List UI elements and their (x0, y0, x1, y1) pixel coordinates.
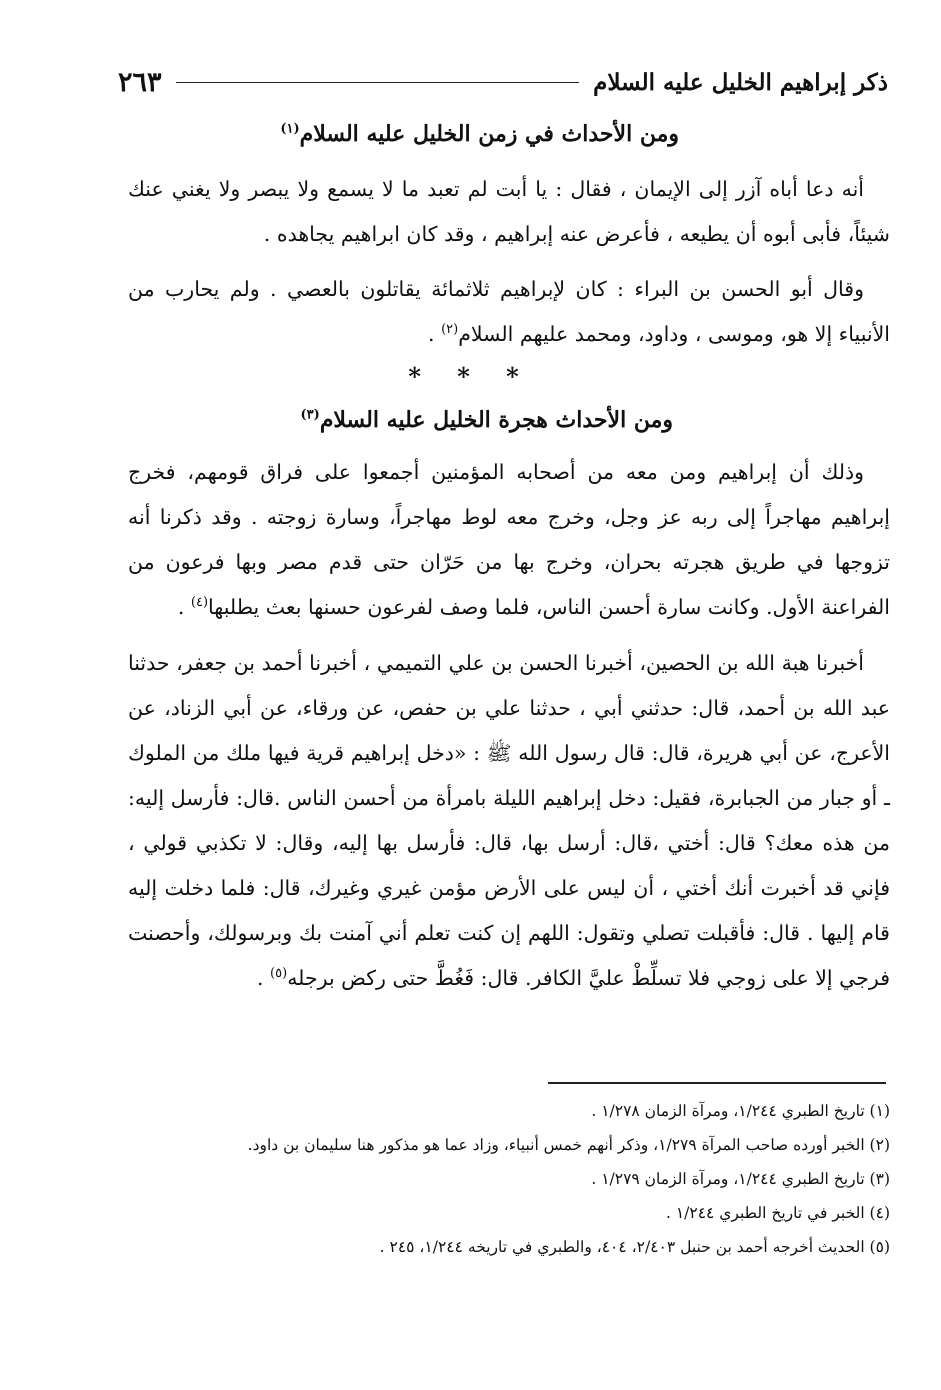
paragraph: أنه دعا أباه آزر إلى الإيمان ، فقال : يا أبت لم تعبد ما لا يسمع ولا يبصر ولا يغني عنك شيئاً، فأبى أبوه أن يطيعه ، فأعرض عنه إبراهيم ، وقد كان ابراهيم يجاهده . (128, 177, 890, 246)
footnote: (٥) الحديث أخرجه أحمد بن حنبل ٢/٤٠٣، ٤٠٤، والطبري في تاريخه ١/٢٤٤، ٢٤٥ . (379, 1238, 890, 1256)
footnote-ref-1: (١) (280, 121, 300, 137)
section-heading-2-text: ومن الأحداث هجرة الخليل عليه السلام (319, 407, 673, 433)
footnote: (٣) تاريخ الطبري ١/٢٤٤، ومرآة الزمان ١/٢٧٩ . (591, 1170, 890, 1188)
paragraph (128, 641, 890, 1001)
section-separator: * * * (408, 362, 533, 391)
footnotes (130, 1094, 890, 1264)
paragraph (128, 450, 890, 630)
paragraph-end: . (428, 322, 442, 346)
footnote-ref-5: (٥) (270, 966, 288, 982)
paragraph-end: . (257, 966, 271, 990)
section-heading-1-text: ومن الأحداث في زمن الخليل عليه السلام (299, 121, 679, 147)
footnote-ref-2: (٢) (441, 322, 459, 338)
section-1-body (128, 167, 890, 357)
paragraph-text: وقال أبو الحسن بن البراء : كان لإبراهيم ثلاثمائة يقاتلون بالعصي . ولم يحارب من الأنبياء إلا هو، وموسى ، وداود، ومحمد عليهم السلام (128, 277, 890, 346)
header-rule (176, 82, 580, 83)
running-header (118, 62, 888, 102)
footnote: (٢) الخبر أورده صاحب المرآة ١/٢٧٩، وذكر أنهم خمس أنبياء، وزاد عما هو مذكور هنا سليمان بن داود. (247, 1136, 890, 1154)
paragraph-text: وذلك أن إبراهيم ومن معه من أصحابه المؤمنين أجمعوا على فراق قومهم، فخرج إبراهيم مهاجراً إلى ربه عز وجل، وخرج معه لوط مهاجراً، وسارة زوجته . وقد ذكرنا أنه تزوجها في طريق هجرته بحران، وخرج بها من حَرّان حتى قدم مصر وبها فرعون من الفراعنة الأول. وكانت سارة أحسن الناس، فلما وصف لفرعون حسنها بعث يطلبها (128, 460, 890, 619)
paragraph-text: أخبرنا هبة الله بن الحصين، أخبرنا الحسن بن علي التميمي ، أخبرنا أحمد بن جعفر، حدثنا عبد الله بن أحمد، قال: حدثني أبي ، حدثنا علي بن حفص، عن ورقاء، عن أبي الزناد، عن الأعرج، عن أبي هريرة، قال: قال رسول الله ﷺ : «دخل إبراهيم قرية فيها ملك من الملوك ـ أو جبار من الجبابرة، فقيل: دخل إبراهيم الليلة بامرأة من أحسن الناس .قال: فأرسل إليه: من هذه معك؟ قال: أختي ،قال: أرسل بها، قال: فأرسل بها إليه، وقال: لا تكذبي قولي ، فإني قد أخبرت أنك أختي ، أن ليس على الأرض مؤمن غيري وغيرك، قال: فلما دخلت إليه قام إليها . قال: فأقبلت تصلي وتقول: اللهم إن كنت تعلم أني آمنت بك وبرسولك، وأحصنت فرجي إلا على زوجي فلا تسلِّطْ عليَّ الكافر. قال: فَغُطَّ حتى ركض برجله (128, 651, 890, 990)
page-number: ٢٦٣ (118, 66, 162, 98)
section-2-body (128, 450, 890, 1001)
footnote: (١) تاريخ الطبري ١/٢٤٤، ومرآة الزمان ١/٢٧٨ . (591, 1102, 890, 1120)
section-heading-2 (301, 407, 673, 433)
footnote: (٤) الخبر في تاريخ الطبري ١/٢٤٤ . (665, 1204, 890, 1222)
footnote-ref-3: (٣) (300, 407, 320, 423)
footnote-separator (548, 1082, 886, 1084)
paragraph (128, 267, 890, 357)
paragraph-end: . (177, 595, 191, 619)
footnote-ref-4: (٤) (190, 595, 209, 611)
running-title: ذكر إبراهيم الخليل عليه السلام (593, 68, 888, 96)
section-heading-1 (280, 121, 679, 147)
